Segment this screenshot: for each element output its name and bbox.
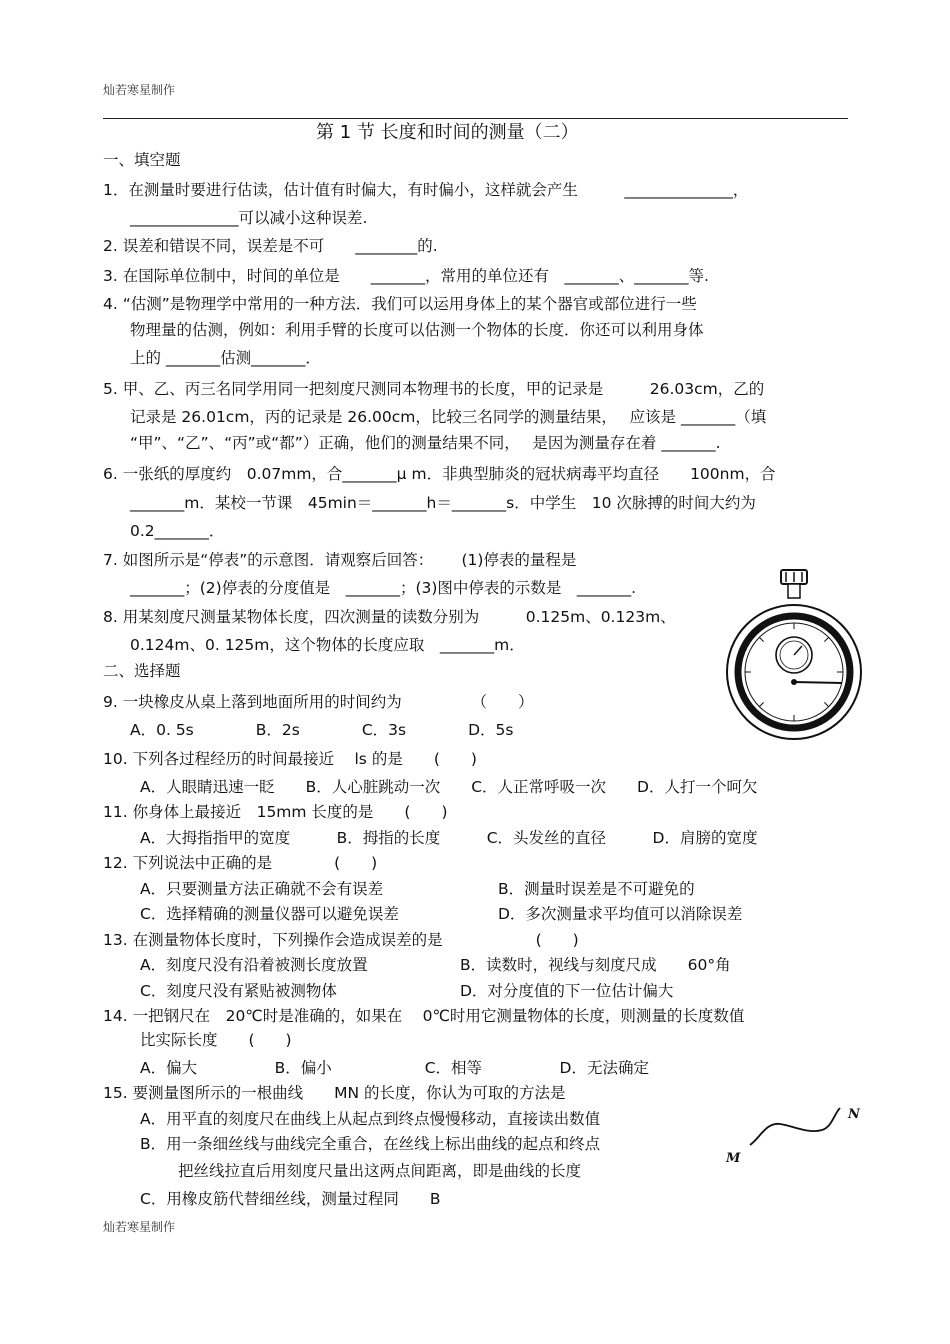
q12-option-d: D．多次测量求平均值可以消除误差: [498, 905, 743, 923]
page-footer: 灿若寒星制作: [103, 1220, 176, 1234]
q12: 12. 下列说法中正确的是 ( ): [103, 854, 378, 872]
q9-options: A．0. 5s B．2s C．3s D．5s: [130, 721, 514, 739]
stopwatch-figure: [724, 562, 864, 752]
q13-option-c: C．刻度尺没有紧贴被测物体: [140, 982, 337, 1000]
q4-line1: 4. “估测”是物理学中常用的一种方法．我们可以运用身体上的某个器官或部位进行一些: [103, 295, 697, 313]
q15: 15. 要测量图所示的一根曲线 MN 的长度，你认为可取的方法是: [103, 1084, 566, 1102]
q8-line2: 0.124m、0. 125m，这个物体的长度应取 _______m．: [130, 636, 525, 654]
q6-line2: _______m．某校一节课 45min＝_______h＝_______s．中学生 10 次脉搏的时间大约为: [130, 494, 756, 512]
curve-label-m: M: [726, 1151, 741, 1166]
page-header: 灿若寒星制作: [103, 83, 176, 97]
q15-option-b-line1: B．用一条细丝线与曲线完全重合，在丝线上标出曲线的起点和终点: [140, 1135, 601, 1153]
q14-line1: 14. 一把钢尺在 20℃时是准确的，如果在 0℃时用它测量物体的长度，则测量的长度数值: [103, 1007, 745, 1025]
header-rule: [103, 118, 848, 119]
q5-line3: “甲”、“乙”、“丙”或“都”）正确，他们的测量结果不同， 是因为测量存在着 _______.: [130, 434, 721, 452]
q4-line2: 物理量的估测，例如：利用手臂的长度可以估测一个物体的长度．你还可以利用身体: [130, 321, 704, 339]
q15-option-b-line2: 把丝线拉直后用刻度尺量出这两点间距离，即是曲线的长度: [178, 1162, 582, 1180]
q10: 10. 下列各过程经历的时间最接近 ls 的是 ( ): [103, 750, 477, 768]
q14-line2: 比实际长度 ( ): [140, 1031, 292, 1049]
q15-option-c: C．用橡皮筋代替细丝线，测量过程同 B: [140, 1190, 441, 1208]
q2: 2. 误差和错误不同，误差是不可 ________的.: [103, 237, 438, 255]
section-choice: 二、选择题: [103, 662, 181, 680]
q12-option-c: C．选择精确的测量仪器可以避免误差: [140, 905, 399, 923]
q6-line3: 0.2_______．: [130, 522, 225, 540]
curve-mn-figure: [722, 1100, 862, 1170]
q7-line1: 7. 如图所示是“停表”的示意图．请观察后回答： (1)停表的量程是: [103, 551, 577, 569]
q6-line1: 6. 一张纸的厚度约 0.07mm，合_______μ m．非典型肺炎的冠状病毒平均直径 100nm，合: [103, 465, 776, 483]
q4-line3: 上的 _______估测_______．: [130, 349, 321, 367]
q13-option-d: D．对分度值的下一位估计偏大: [460, 982, 674, 1000]
q1-line1: 1．在测量时要进行估读，估计值有时偏大，有时偏小，这样就会产生 ______________，: [103, 181, 749, 199]
q11-options: A．大拇指指甲的宽度 B．拇指的长度 C．头发丝的直径 D．肩膀的宽度: [140, 829, 758, 847]
q13-option-a: A．刻度尺没有沿着被测长度放置: [140, 956, 368, 974]
q15-option-a: A．用平直的刻度尺在曲线上从起点到终点慢慢移动，直接读出数值: [140, 1110, 601, 1128]
q10-options: A．人眼睛迅速一眨 B．人心脏跳动一次 C．人正常呼吸一次 D．人打一个呵欠: [140, 778, 758, 796]
q12-option-a: A．只要测量方法正确就不会有误差: [140, 880, 384, 898]
q13-option-b: B．读数时，视线与刻度尺成 60°角: [460, 956, 731, 974]
q11: 11. 你身体上最接近 15mm 长度的是 ( ): [103, 803, 448, 821]
curve-label-n: N: [848, 1107, 860, 1122]
q7-line2: _______；(2)停表的分度值是 _______；(3)图中停表的示数是 _______.: [130, 579, 637, 597]
section-fill-blank: 一、填空题: [103, 151, 181, 169]
q9: 9. 一块橡皮从桌上落到地面所用的时间约为 （ ）: [103, 693, 534, 711]
q1-line2: ______________可以减小这种误差.: [130, 209, 368, 227]
q13: 13. 在测量物体长度时，下列操作会造成误差的是 ( ): [103, 931, 579, 949]
q5-line1: 5. 甲、乙、丙三名同学用同一把刻度尺测同本物理书的长度，甲的记录是 26.03cm，乙的: [103, 380, 765, 398]
q14-options: A．偏大 B．偏小 C．相等 D．无法确定: [140, 1059, 649, 1077]
q5-line2: 记录是 26.01cm，丙的记录是 26.00cm，比较三名同学的测量结果， 应该是 _______（填: [130, 408, 767, 426]
page-title: 第 1 节 长度和时间的测量（二）: [316, 122, 579, 143]
q12-option-b: B．测量时误差是不可避免的: [498, 880, 695, 898]
q3: 3. 在国际单位制中，时间的单位是 _______，常用的单位还有 _______、_______等.: [103, 267, 709, 285]
q8-line1: 8. 用某刻度尺测量某物体长度，四次测量的读数分别为 0.125m、0.123m、: [103, 608, 676, 626]
